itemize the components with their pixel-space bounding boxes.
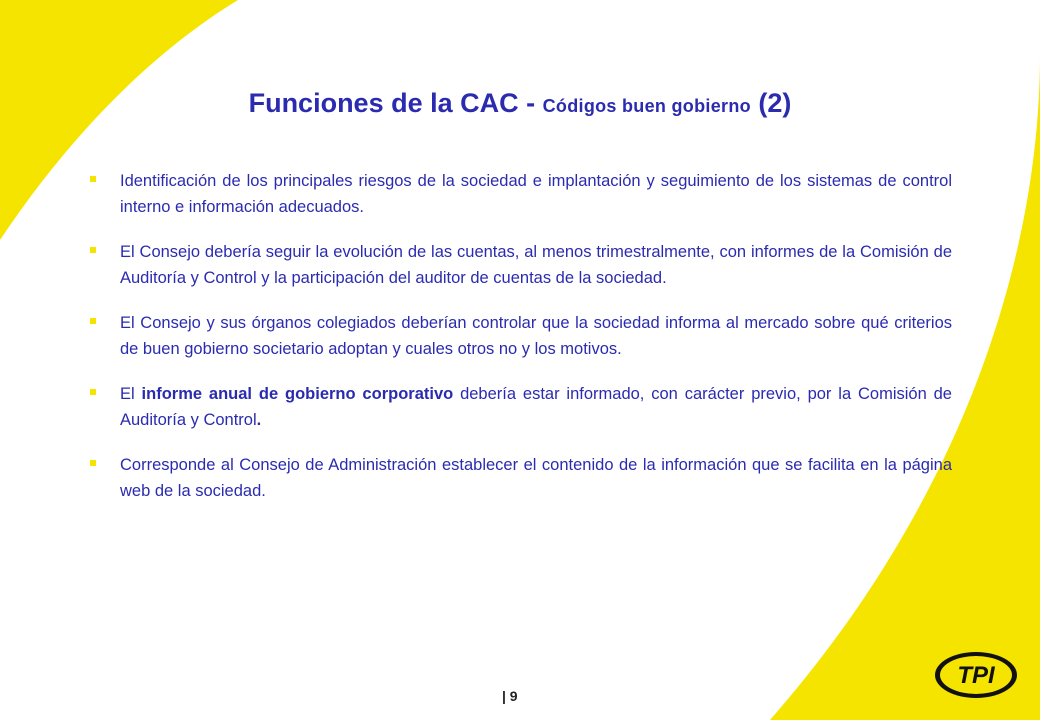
list-item bbox=[90, 310, 952, 362]
bullet-text: El Consejo debería seguir la evolución de las cuentas, al menos trimestralmente, con informes de la Comisión de Auditoría y Control y la participación del auditor de cuentas de la sociedad. bbox=[120, 243, 952, 287]
bullet-text-rest: debería estar informado, con carácter previo, por la Comisión de Auditoría y Control bbox=[120, 385, 952, 429]
tpi-logo bbox=[933, 650, 1019, 700]
bullet-list bbox=[90, 168, 952, 523]
square-bullet-icon bbox=[90, 176, 96, 182]
square-bullet-icon bbox=[90, 460, 96, 466]
square-bullet-icon bbox=[90, 389, 96, 395]
bullet-text bbox=[120, 381, 952, 433]
bullet-text-end: . bbox=[256, 411, 262, 429]
slide-title bbox=[0, 88, 1040, 119]
bullet-text: El Consejo y sus órganos colegiados deberían controlar que la sociedad informa al mercado sobre qué criterios de buen gobierno societario adoptan y cuales otros no y los motivos. bbox=[120, 314, 952, 358]
square-bullet-icon bbox=[90, 318, 96, 324]
list-item bbox=[90, 381, 952, 433]
logo-text: TPI bbox=[957, 662, 995, 689]
bullet-text: Identificación de los principales riesgos de la sociedad e implantación y seguimiento de los sistemas de control interno e información adecuados. bbox=[120, 172, 952, 216]
list-item bbox=[90, 168, 952, 220]
title-subtitle: Códigos buen gobierno bbox=[542, 96, 751, 116]
bullet-text-bold: informe anual de gobierno corporativo bbox=[141, 385, 454, 403]
bullet-text: Corresponde al Consejo de Administración establecer el contenido de la información que se facilita en la página web de la sociedad. bbox=[120, 456, 952, 500]
list-item bbox=[90, 239, 952, 291]
title-main: Funciones de la CAC - bbox=[248, 88, 543, 118]
square-bullet-icon bbox=[90, 247, 96, 253]
title-number: (2) bbox=[750, 88, 792, 118]
bullet-text-start: El bbox=[120, 385, 142, 403]
page-number: | 9 bbox=[502, 688, 518, 704]
list-item bbox=[90, 452, 952, 504]
